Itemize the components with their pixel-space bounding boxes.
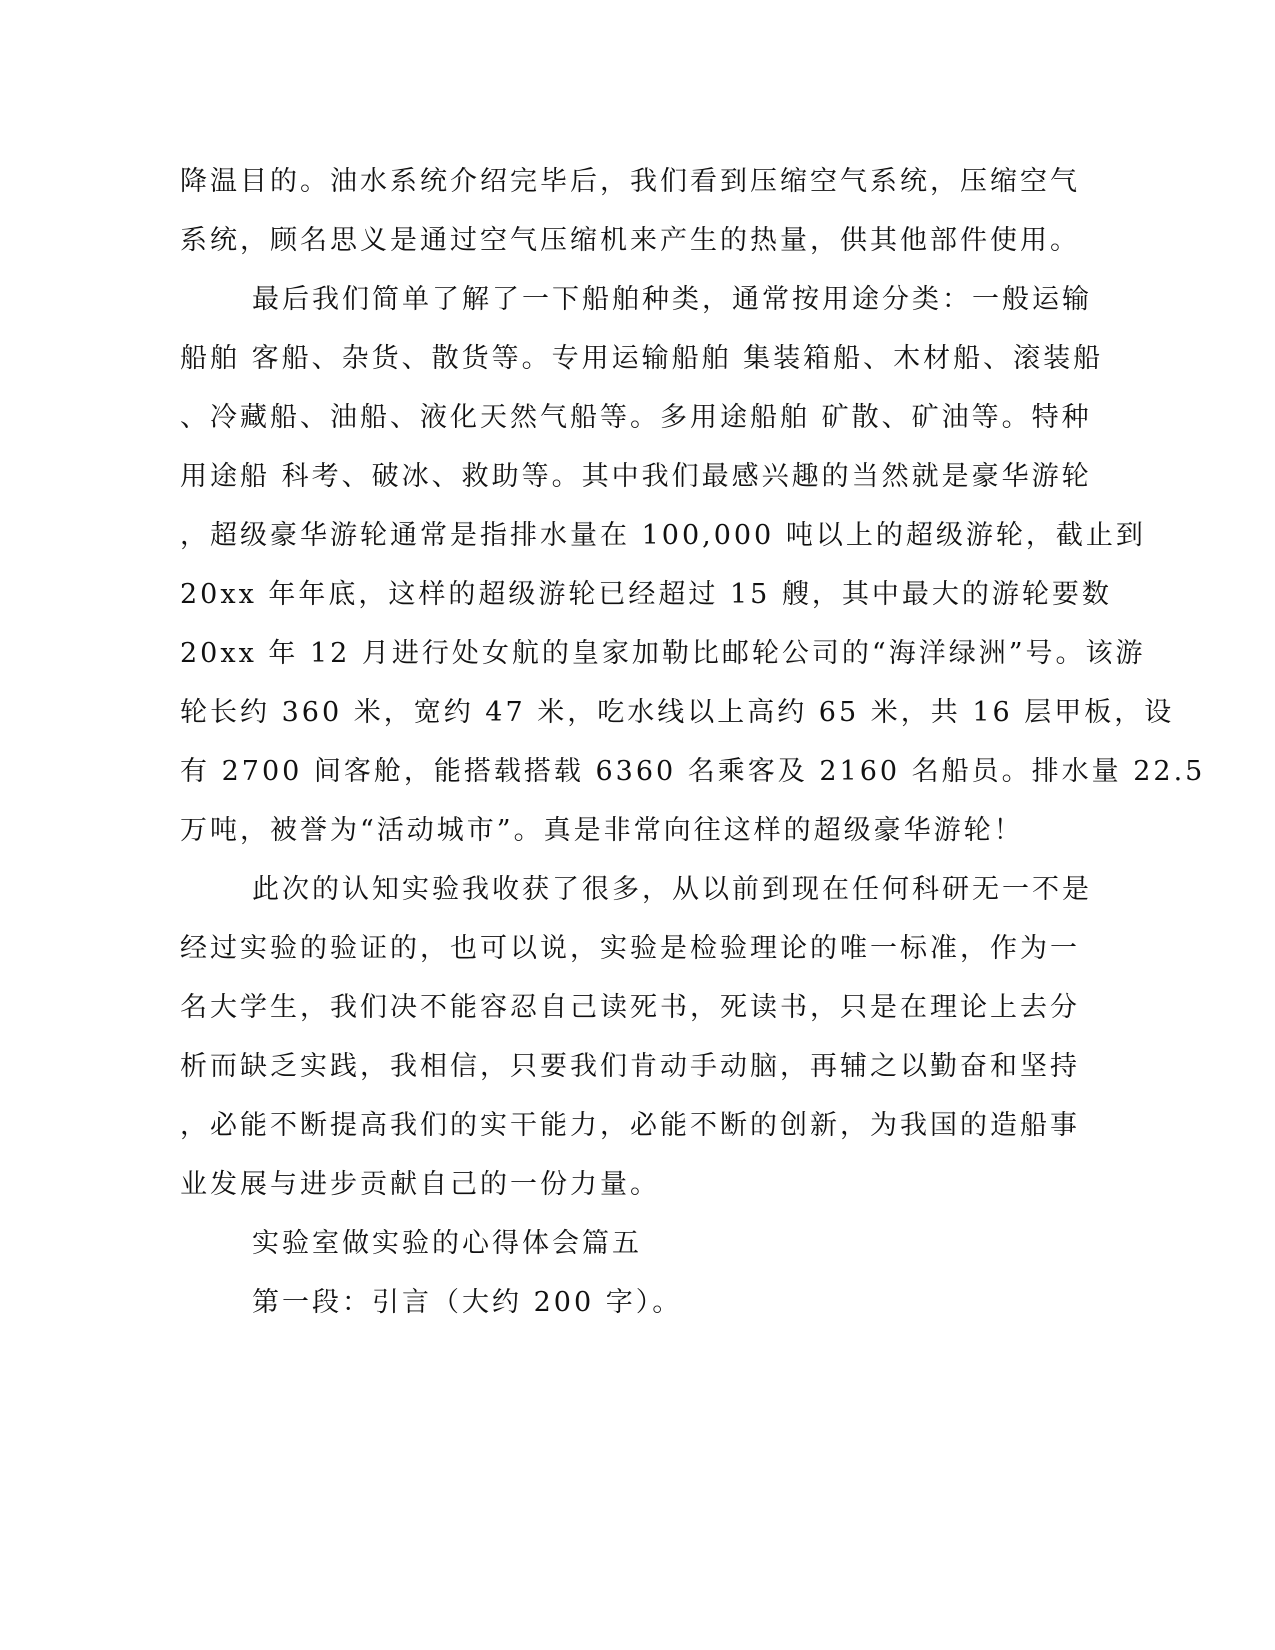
text-line: 业发展与进步贡献自己的一份力量。 [180, 1169, 660, 1200]
text-line: 20xx 年 12 月进行处女航的皇家加勒比邮轮公司的“海洋绿洲”号。该游 [180, 638, 1146, 669]
subsection-heading: 第一段：引言（大约 200 字）。 [252, 1287, 683, 1318]
text-line: ，必能不断提高我们的实干能力，必能不断的创新，为我国的造船事 [180, 1110, 1080, 1141]
paragraph-start-line: 最后我们简单了解了一下船舶种类，通常按用途分类：一般运输 [252, 284, 1092, 315]
text-line: 船舶 客船、杂货、散货等。专用运输船舶 集装箱船、木材船、滚装船 [180, 343, 1104, 374]
text-line: 、冷藏船、油船、液化天然气船等。多用途船舶 矿散、矿油等。特种 [180, 402, 1092, 433]
document-body [180, 152, 1206, 1332]
text-line: 20xx 年年底，这样的超级游轮已经超过 15 艘，其中最大的游轮要数 [180, 579, 1112, 610]
text-line: ，超级豪华游轮通常是指排水量在 100,000 吨以上的超级游轮，截止到 [180, 520, 1146, 551]
text-line: 经过实验的验证的，也可以说，实验是检验理论的唯一标准，作为一 [180, 933, 1080, 964]
paragraph-start-line: 此次的认知实验我收获了很多，从以前到现在任何科研无一不是 [252, 874, 1092, 905]
text-line: 用途船 科考、破冰、救助等。其中我们最感兴趣的当然就是豪华游轮 [180, 461, 1092, 492]
text-line: 降温目的。油水系统介绍完毕后，我们看到压缩空气系统，压缩空气 [180, 166, 1080, 197]
text-line: 名大学生，我们决不能容忍自己读死书，死读书，只是在理论上去分 [180, 992, 1080, 1023]
text-line: 系统，顾名思义是通过空气压缩机来产生的热量，供其他部件使用。 [180, 225, 1080, 256]
text-line: 轮长约 360 米，宽约 47 米，吃水线以上高约 65 米，共 16 层甲板，设 [180, 697, 1175, 728]
text-line: 有 2700 间客舱，能搭载搭载 6360 名乘客及 2160 名船员。排水量 22.5 [180, 756, 1206, 787]
section-heading: 实验室做实验的心得体会篇五 [252, 1228, 642, 1259]
text-line: 析而缺乏实践，我相信，只要我们肯动手动脑，再辅之以勤奋和坚持 [180, 1051, 1080, 1082]
text-line: 万吨，被誉为“活动城市”。真是非常向往这样的超级豪华游轮！ [180, 815, 1024, 846]
